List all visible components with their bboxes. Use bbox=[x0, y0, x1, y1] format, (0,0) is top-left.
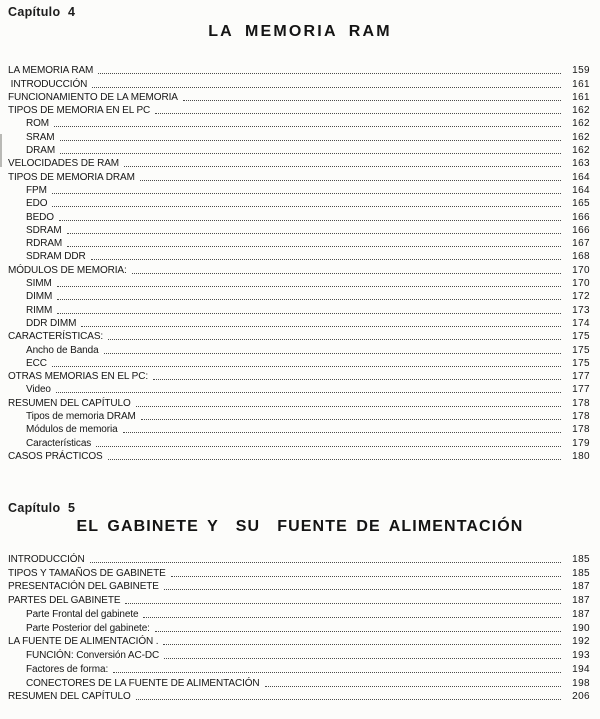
toc-entry bbox=[8, 369, 590, 382]
toc-page-number: 187 bbox=[572, 608, 590, 620]
toc-dotted-leader bbox=[81, 326, 561, 327]
toc-entry-label: RIMM bbox=[26, 304, 53, 316]
toc-entry bbox=[8, 289, 590, 302]
toc-entry bbox=[8, 647, 590, 661]
toc-entry bbox=[8, 236, 590, 249]
toc-page-number: 190 bbox=[572, 622, 590, 634]
toc-page-number: 180 bbox=[572, 450, 590, 462]
toc-dotted-leader bbox=[52, 193, 561, 194]
toc-dotted-leader bbox=[164, 589, 561, 590]
toc-entry-label: BEDO bbox=[26, 211, 54, 223]
toc-dotted-leader bbox=[125, 603, 561, 604]
toc-dotted-leader bbox=[67, 233, 561, 234]
toc-entry bbox=[8, 116, 590, 129]
toc-dotted-leader bbox=[57, 299, 561, 300]
toc-dotted-leader bbox=[60, 153, 561, 154]
toc-page-number: 162 bbox=[572, 105, 590, 117]
toc-page-number: 185 bbox=[572, 567, 590, 579]
toc-page-number: 164 bbox=[572, 171, 590, 183]
toc-dotted-leader bbox=[90, 562, 561, 563]
toc-entry-label: SDRAM bbox=[26, 224, 62, 236]
toc-page-number: 187 bbox=[572, 595, 590, 606]
toc-page-number: 168 bbox=[572, 251, 590, 263]
toc-entry-label: FPM bbox=[26, 184, 47, 196]
toc-entry bbox=[8, 103, 590, 116]
toc-entry-label: RESUMEN DEL CAPÍTULO bbox=[8, 691, 131, 703]
toc-dotted-leader bbox=[108, 459, 561, 460]
toc-page-number: 175 bbox=[572, 357, 590, 369]
toc-page-number: 192 bbox=[572, 636, 590, 648]
toc-entry bbox=[8, 565, 590, 579]
toc-entry bbox=[8, 620, 590, 634]
toc-dotted-leader bbox=[108, 339, 561, 340]
toc-page-number: 193 bbox=[572, 650, 590, 661]
toc-page-number: 175 bbox=[572, 331, 590, 343]
toc-page-number: 175 bbox=[572, 344, 590, 356]
toc-page-number: 162 bbox=[572, 131, 590, 143]
toc-entry-label: INTRODUCCIÓN bbox=[8, 553, 85, 565]
toc-entry-label: DRAM bbox=[26, 145, 56, 157]
chapter-4-title: LA MEMORIA RAM bbox=[208, 23, 392, 40]
toc-dotted-leader bbox=[92, 87, 561, 88]
toc-entry bbox=[8, 276, 590, 289]
toc-page-number: 194 bbox=[572, 663, 590, 675]
toc-entry-label: Factores de forma: bbox=[26, 663, 109, 675]
toc-page-number: 167 bbox=[572, 238, 590, 250]
toc-dotted-leader bbox=[136, 406, 561, 407]
toc-dotted-leader bbox=[183, 100, 561, 101]
toc-dotted-leader bbox=[91, 259, 561, 260]
chapter-4-toc-list bbox=[8, 63, 590, 462]
toc-dotted-leader bbox=[56, 392, 561, 393]
toc-page-number: 164 bbox=[572, 184, 590, 196]
toc-entry bbox=[8, 422, 590, 435]
toc-entry-label: FUNCIONAMIENTO DE LA MEMORIA bbox=[8, 91, 178, 103]
toc-entry bbox=[8, 592, 590, 606]
scan-edge-artifact bbox=[0, 134, 2, 167]
toc-entry bbox=[8, 129, 590, 142]
toc-entry-label: Ancho de Banda bbox=[26, 344, 99, 356]
chapter-5-label: Capítulo 5 bbox=[8, 501, 76, 515]
toc-entry bbox=[8, 76, 590, 89]
chapter-4-label: Capítulo 4 bbox=[8, 5, 76, 19]
toc-dotted-leader bbox=[104, 353, 561, 354]
toc-entry bbox=[8, 63, 590, 76]
toc-entry bbox=[8, 634, 590, 648]
toc-entry-label: SDRAM DDR bbox=[26, 251, 86, 263]
toc-page-number: 185 bbox=[572, 553, 590, 565]
toc-page-number: 198 bbox=[572, 677, 590, 689]
toc-entry bbox=[8, 262, 590, 275]
toc-entry bbox=[8, 329, 590, 342]
toc-entry bbox=[8, 196, 590, 209]
toc-entry-label: TIPOS Y TAMAÑOS DE GABINETE bbox=[8, 567, 166, 579]
toc-page-number: 178 bbox=[572, 424, 590, 436]
toc-dotted-leader bbox=[140, 180, 561, 181]
toc-entry-label: DDR DIMM bbox=[26, 317, 77, 329]
chapter-5-toc-list bbox=[8, 551, 590, 702]
toc-dotted-leader bbox=[163, 644, 561, 645]
toc-entry-label: Tipos de memoria DRAM bbox=[26, 411, 136, 423]
toc-entry-label: Video bbox=[26, 384, 51, 396]
toc-dotted-leader bbox=[153, 379, 561, 380]
toc-entry-label: ROM bbox=[26, 118, 50, 130]
toc-dotted-leader bbox=[155, 113, 561, 114]
toc-page-number: 162 bbox=[572, 118, 590, 130]
toc-page-number: 187 bbox=[572, 581, 590, 593]
toc-entry-label: Parte Frontal del gabinete bbox=[26, 608, 139, 620]
toc-entry-label: FUNCIÓN: Conversión AC-DC bbox=[26, 650, 160, 661]
toc-dotted-leader bbox=[143, 617, 561, 618]
toc-dotted-leader bbox=[132, 273, 561, 274]
toc-dotted-leader bbox=[123, 432, 561, 433]
toc-dotted-leader bbox=[265, 686, 561, 687]
toc-page-number: 162 bbox=[572, 145, 590, 157]
toc-page-number: 173 bbox=[572, 304, 590, 316]
toc-dotted-leader bbox=[171, 576, 561, 577]
toc-entry bbox=[8, 579, 590, 593]
toc-page-number: 163 bbox=[572, 158, 590, 170]
toc-page-number: 161 bbox=[572, 78, 590, 90]
toc-page-number: 177 bbox=[572, 371, 590, 383]
toc-entry-label: MÓDULOS DE MEMORIA: bbox=[8, 264, 127, 276]
toc-entry-label: VELOCIDADES DE RAM bbox=[8, 158, 120, 170]
toc-entry bbox=[8, 661, 590, 675]
toc-page-number: 179 bbox=[572, 437, 590, 449]
toc-entry-label: EDO bbox=[26, 198, 48, 210]
toc-entry bbox=[8, 249, 590, 262]
toc-page-number: 166 bbox=[572, 224, 590, 236]
toc-entry bbox=[8, 143, 590, 156]
toc-entry bbox=[8, 675, 590, 689]
toc-entry bbox=[8, 209, 590, 222]
toc-dotted-leader bbox=[60, 140, 562, 141]
toc-entry bbox=[8, 169, 590, 182]
toc-page-number: 178 bbox=[572, 397, 590, 409]
toc-entry bbox=[8, 223, 590, 236]
toc-dotted-leader bbox=[96, 446, 561, 447]
toc-entry-label: LA MEMORIA RAM bbox=[8, 65, 94, 77]
toc-dotted-leader bbox=[67, 246, 561, 247]
toc-entry-label: SIMM bbox=[26, 278, 52, 290]
toc-entry bbox=[8, 356, 590, 369]
toc-dotted-leader bbox=[141, 419, 561, 420]
chapter-5-title: EL GABINETE Y SU FUENTE DE ALIMENTACIÓN bbox=[76, 518, 524, 535]
toc-entry-label: SRAM bbox=[26, 131, 55, 143]
toc-entry-label: Parte Posterior del gabinete: bbox=[26, 622, 150, 634]
toc-dotted-leader bbox=[54, 126, 561, 127]
toc-page-number: 159 bbox=[572, 65, 590, 77]
toc-entry-label: LA FUENTE DE ALIMENTACIÓN . bbox=[8, 636, 159, 648]
toc-entry bbox=[8, 551, 590, 565]
toc-entry bbox=[8, 183, 590, 196]
toc-dotted-leader bbox=[57, 286, 561, 287]
toc-dotted-leader bbox=[113, 672, 561, 673]
toc-entry bbox=[8, 156, 590, 169]
toc-entry bbox=[8, 606, 590, 620]
toc-entry bbox=[8, 435, 590, 448]
toc-entry-label: OTRAS MEMORIAS EN EL PC: bbox=[8, 371, 149, 383]
toc-entry-label: TIPOS DE MEMORIA DRAM bbox=[8, 171, 135, 183]
toc-dotted-leader bbox=[57, 313, 561, 314]
toc-page-number: 178 bbox=[572, 411, 590, 423]
toc-entry-label: PARTES DEL GABINETE bbox=[8, 595, 121, 606]
toc-dotted-leader bbox=[98, 73, 561, 74]
toc-dotted-leader bbox=[124, 166, 561, 167]
toc-entry-label: Módulos de memoria bbox=[26, 424, 118, 436]
toc-page-number: 172 bbox=[572, 291, 590, 303]
toc-entry-label: PRESENTACIÓN DEL GABINETE bbox=[8, 581, 159, 593]
toc-entry-label: TIPOS DE MEMORIA EN EL PC bbox=[8, 105, 151, 117]
toc-entry bbox=[8, 382, 590, 395]
toc-entry bbox=[8, 449, 590, 462]
toc-dotted-leader bbox=[164, 658, 561, 659]
toc-entry bbox=[8, 689, 590, 703]
toc-entry-label: RESUMEN DEL CAPÍTULO bbox=[8, 397, 131, 409]
toc-entry bbox=[8, 409, 590, 422]
toc-entry-label: INTRODUCCIÓN bbox=[8, 78, 88, 90]
toc-entry-label: CASOS PRÁCTICOS bbox=[8, 450, 103, 462]
toc-entry-label: RDRAM bbox=[26, 238, 63, 250]
toc-dotted-leader bbox=[59, 220, 561, 221]
toc-dotted-leader bbox=[155, 631, 561, 632]
toc-page-number: 170 bbox=[572, 278, 590, 290]
toc-dotted-leader bbox=[136, 699, 561, 700]
toc-page-number: 166 bbox=[572, 211, 590, 223]
toc-page-number: 177 bbox=[572, 384, 590, 396]
toc-page-number: 206 bbox=[572, 691, 590, 703]
toc-entry bbox=[8, 342, 590, 355]
toc-entry-label: CONECTORES DE LA FUENTE DE ALIMENTACIÓN bbox=[26, 677, 260, 689]
toc-dotted-leader bbox=[52, 206, 561, 207]
toc-entry bbox=[8, 90, 590, 103]
toc-page-number: 170 bbox=[572, 264, 590, 276]
toc-entry bbox=[8, 316, 590, 329]
toc-page-number: 161 bbox=[572, 91, 590, 103]
toc-entry-label: ECC bbox=[26, 357, 47, 369]
toc-page-number: 174 bbox=[572, 317, 590, 329]
toc-dotted-leader bbox=[52, 366, 561, 367]
toc-entry bbox=[8, 395, 590, 408]
toc-entry-label: Características bbox=[26, 437, 92, 449]
toc-entry-label: DIMM bbox=[26, 291, 53, 303]
toc-entry-label: CARACTERÍSTICAS: bbox=[8, 331, 104, 343]
toc-page-number: 165 bbox=[572, 198, 590, 210]
toc-entry bbox=[8, 302, 590, 315]
